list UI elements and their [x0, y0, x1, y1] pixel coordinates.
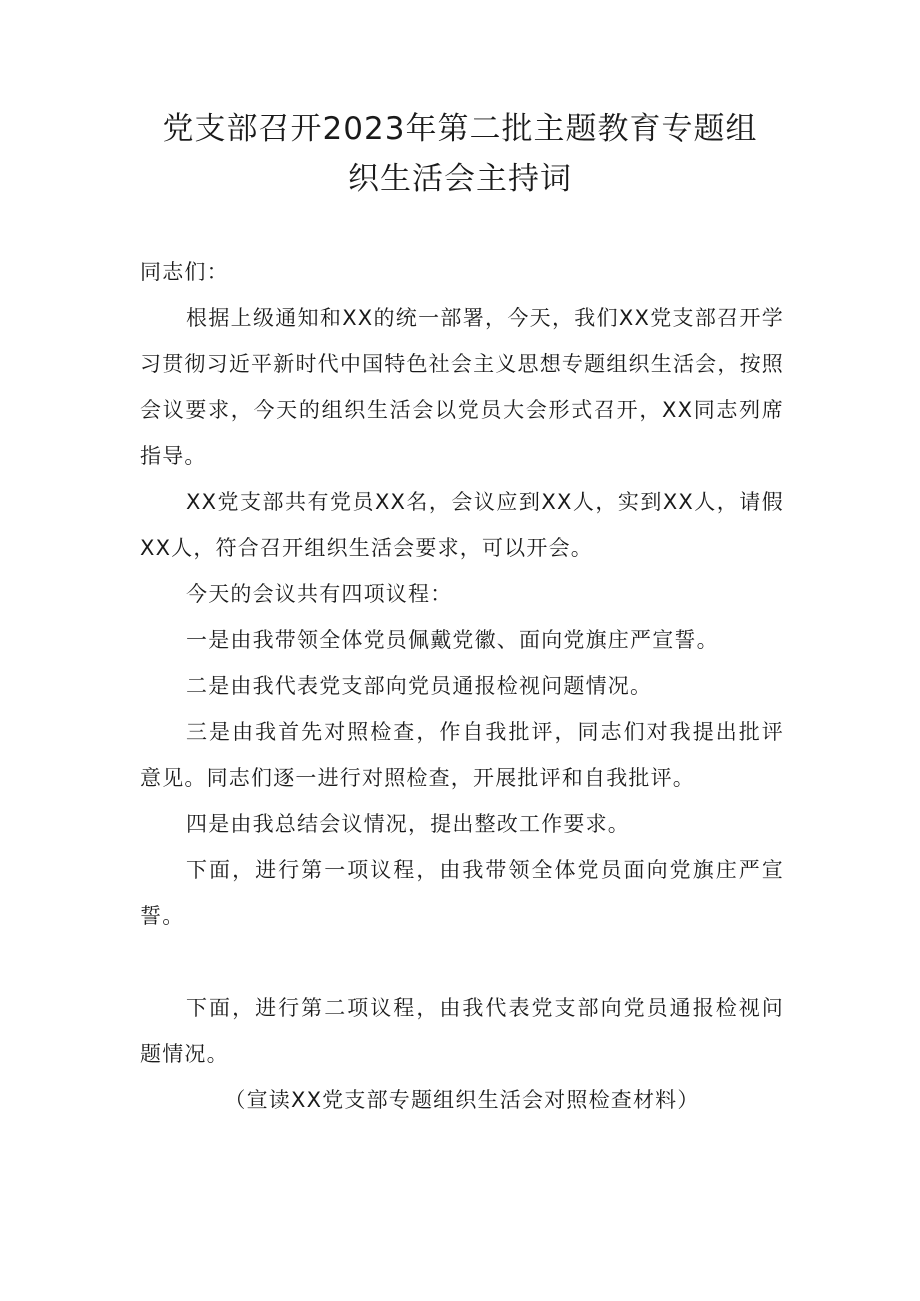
title-line-2: 织生活会主持词 [348, 161, 572, 197]
agenda-item-4: 四是由我总结会议情况，提出整改工作要求。 [186, 812, 630, 836]
agenda-item-3: 三是由我首先对照检查，作自我批评，同志们对我提出批评意见。同志们逐一进行对照检查，开展批评和自我批评。 [140, 720, 784, 790]
paragraph-first-agenda: 下面，进行第一项议程，由我带领全体党员面向党旗庄严宣誓。 [140, 858, 784, 928]
paragraph-second-agenda: 下面，进行第二项议程，由我代表党支部向党员通报检视问题情况。 [140, 996, 784, 1066]
paragraph-attendance: XX党支部共有党员XX名，会议应到XX人，实到XX人，请假XX人，符合召开组织生活会要求，可以开会。 [140, 490, 784, 560]
document-title [120, 104, 800, 204]
agenda-item-2: 二是由我代表党支部向党员通报检视问题情况。 [186, 674, 653, 698]
agenda-item-1: 一是由我带领全体党员佩戴党徽、面向党旗庄严宣誓。 [186, 628, 719, 652]
title-line-1: 党支部召开2023年第二批主题教育专题组 [162, 111, 758, 147]
reading-note: （宣读XX党支部专题组织生活会对照检查材料） [224, 1088, 700, 1112]
document-body [140, 249, 784, 1123]
paragraph-opening: 根据上级通知和XX的统一部署，今天，我们XX党支部召开学习贯彻习近平新时代中国特色社会主义思想专题组织生活会，按照会议要求，今天的组织生活会以党员大会形式召开，XX同志列席指导。 [140, 306, 784, 468]
paragraph-agenda-intro: 今天的会议共有四项议程： [186, 582, 453, 606]
salutation: 同志们： [140, 260, 229, 284]
blank-line [140, 939, 784, 985]
